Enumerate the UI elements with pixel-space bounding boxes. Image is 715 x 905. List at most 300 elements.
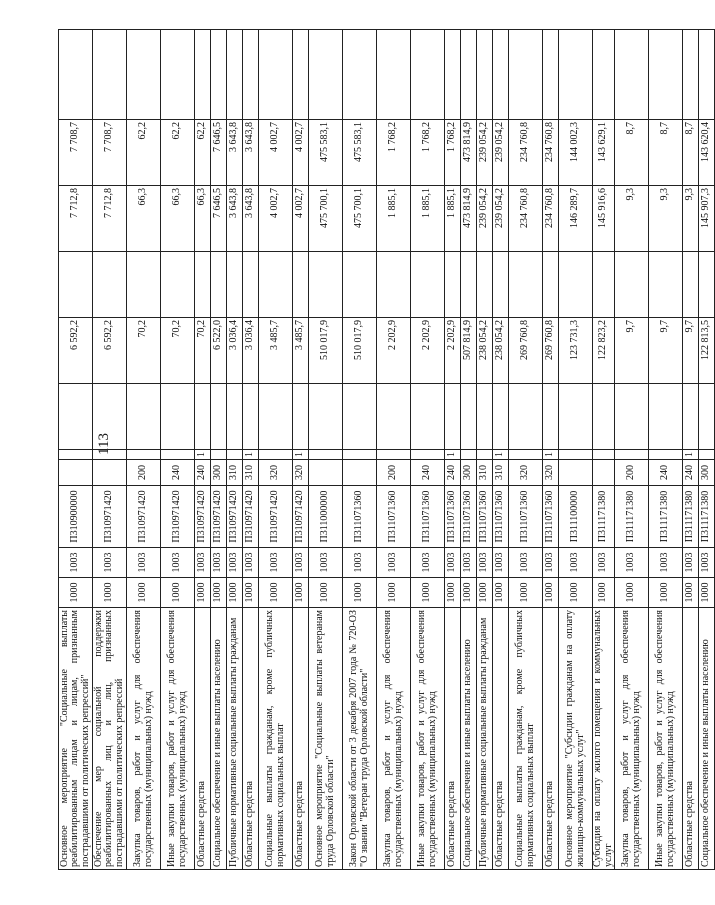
expense-type-code [559,460,593,486]
expense-type-code: 300 [461,460,477,486]
amount-col-1 [615,384,649,450]
funding-marker: 1 [243,450,259,460]
amount-year-2: 239 054,2 [493,186,509,252]
subsection-code: 1003 [615,548,649,578]
section-code: 1000 [59,578,93,608]
amount-year-3: 7 708,7 [93,120,127,186]
amount-year-2: 4 002,7 [293,186,309,252]
expense-type-code: 240 [683,460,699,486]
target-code: П310971420 [243,486,259,548]
section-code: 1000 [493,578,509,608]
expense-type-code [93,460,127,486]
subsection-code: 1003 [699,548,715,578]
amount-col-3 [293,252,309,318]
row-name: Основное мероприятие "Субсидии гражданам на оплату жилищно-коммунальных услуг" [559,608,593,870]
amount-year-2: 239 054,2 [477,186,493,252]
amount-year-1: 70,2 [161,318,195,384]
target-code: П311100000 [559,486,593,548]
target-code: П311071360 [509,486,543,548]
amount-year-3: 62,2 [195,120,211,186]
amount-year-3: 3 643,8 [227,120,243,186]
amount-year-3: 7 646,5 [211,120,227,186]
target-code: П310971420 [195,486,211,548]
amount-col-3 [615,252,649,318]
amount-col-1 [211,384,227,450]
table-row [509,30,543,870]
table-row [699,30,715,870]
table-row [211,30,227,870]
table-row [445,30,461,870]
amount-year-3: 239 054,2 [477,120,493,186]
amount-year-3: 475 583,1 [343,120,377,186]
amount-col-3 [211,252,227,318]
amount-year-2: 7 712,8 [93,186,127,252]
amount-col-1 [593,384,615,450]
section-code: 1000 [343,578,377,608]
amount-year-1: 70,2 [195,318,211,384]
amount-year-1: 9,7 [683,318,699,384]
amount-year-1: 2 202,9 [411,318,445,384]
expense-type-code: 300 [211,460,227,486]
target-code: П311171380 [683,486,699,548]
amount-year-2: 9,3 [615,186,649,252]
section-code: 1000 [683,578,699,608]
target-code: П311071360 [411,486,445,548]
empty-cell [683,30,699,120]
expense-type-code [59,460,93,486]
subsection-code: 1003 [377,548,411,578]
amount-year-1: 122 823,2 [593,318,615,384]
amount-col-1 [343,384,377,450]
section-code: 1000 [649,578,683,608]
empty-cell [411,30,445,120]
row-name: Основное мероприятие "Социальные выплаты ветеранам труда Орловской области" [309,608,343,870]
subsection-code: 1003 [227,548,243,578]
subsection-code: 1003 [293,548,309,578]
expense-type-code: 320 [259,460,293,486]
amount-col-1 [699,384,715,450]
section-code: 1000 [161,578,195,608]
amount-col-3 [509,252,543,318]
funding-marker [593,450,615,460]
subsection-code: 1003 [493,548,509,578]
amount-year-2: 3 643,8 [243,186,259,252]
target-code: П311071360 [377,486,411,548]
subsection-code: 1003 [259,548,293,578]
row-name: Социальное обеспечение и иные выплаты населению [699,608,715,870]
amount-year-3: 8,7 [615,120,649,186]
amount-col-3 [309,252,343,318]
amount-year-3: 234 760,8 [509,120,543,186]
table-row [559,30,593,870]
subsection-code: 1003 [461,548,477,578]
empty-cell [243,30,259,120]
empty-cell [195,30,211,120]
amount-year-3: 239 054,2 [493,120,509,186]
target-code: П311171380 [649,486,683,548]
section-code: 1000 [699,578,715,608]
empty-cell [309,30,343,120]
amount-year-2: 4 002,7 [259,186,293,252]
target-code: П311000000 [309,486,343,548]
expense-type-code: 310 [227,460,243,486]
target-code: П311171380 [615,486,649,548]
section-code: 1000 [259,578,293,608]
section-code: 1000 [477,578,493,608]
subsection-code: 1003 [445,548,461,578]
amount-year-3: 1 768,2 [411,120,445,186]
table-row [195,30,211,870]
table-row [161,30,195,870]
target-code: П311171380 [699,486,715,548]
section-code: 1000 [195,578,211,608]
table-row [649,30,683,870]
expense-type-code: 310 [493,460,509,486]
empty-cell [559,30,593,120]
amount-col-3 [461,252,477,318]
amount-year-3: 8,7 [683,120,699,186]
amount-year-1: 70,2 [127,318,161,384]
amount-col-1 [477,384,493,450]
funding-marker [309,450,343,460]
expense-type-code [309,460,343,486]
subsection-code: 1003 [127,548,161,578]
table-row [93,30,127,870]
expense-type-code: 310 [243,460,259,486]
funding-marker [411,450,445,460]
empty-cell [593,30,615,120]
amount-year-2: 9,3 [649,186,683,252]
funding-marker: 1 [543,450,559,460]
amount-col-3 [477,252,493,318]
row-name: Областные средства [493,608,509,870]
amount-col-1 [683,384,699,450]
funding-marker [127,450,161,460]
target-code: П311071360 [343,486,377,548]
amount-col-3 [445,252,461,318]
empty-cell [649,30,683,120]
amount-year-1: 510 017,9 [343,318,377,384]
section-code: 1000 [93,578,127,608]
amount-year-2: 145 907,3 [699,186,715,252]
amount-col-3 [127,252,161,318]
empty-cell [699,30,715,120]
amount-col-1 [161,384,195,450]
amount-col-3 [559,252,593,318]
subsection-code: 1003 [559,548,593,578]
expense-type-code: 200 [615,460,649,486]
empty-cell [293,30,309,120]
amount-col-3 [649,252,683,318]
funding-marker [649,450,683,460]
amount-year-2: 9,3 [683,186,699,252]
amount-year-3: 473 814,9 [461,120,477,186]
amount-year-1: 6 592,2 [93,318,127,384]
expense-type-code: 320 [509,460,543,486]
section-code: 1000 [243,578,259,608]
section-code: 1000 [615,578,649,608]
target-code: П310971420 [93,486,127,548]
row-name: Закупка товаров, работ и услуг для обеспечения государственных (муниципальных) нужд [377,608,411,870]
empty-cell [59,30,93,120]
section-code: 1000 [309,578,343,608]
amount-year-2: 7 646,5 [211,186,227,252]
row-name: Иные закупки товаров, работ и услуг для обеспечения государственных (муниципальных) нужд [411,608,445,870]
row-name: Областные средства [543,608,559,870]
amount-col-3 [195,252,211,318]
amount-col-1 [195,384,211,450]
amount-col-1 [243,384,259,450]
amount-col-3 [259,252,293,318]
funding-marker: 1 [293,450,309,460]
subsection-code: 1003 [649,548,683,578]
empty-cell [461,30,477,120]
section-code: 1000 [543,578,559,608]
row-name: Закупка товаров, работ и услуг для обеспечения государственных (муниципальных) нужд [615,608,649,870]
amount-col-3 [683,252,699,318]
target-code: П310971420 [259,486,293,548]
amount-year-3: 62,2 [127,120,161,186]
row-name: Публичные нормативные социальные выплаты гражданам [227,608,243,870]
funding-marker [559,450,593,460]
funding-marker [461,450,477,460]
amount-col-3 [59,252,93,318]
row-name: Социальное обеспечение и иные выплаты населению [461,608,477,870]
amount-year-2: 3 643,8 [227,186,243,252]
amount-col-1 [493,384,509,450]
amount-year-1: 9,7 [615,318,649,384]
amount-col-3 [227,252,243,318]
amount-year-1: 269 760,8 [543,318,559,384]
row-name: Иные закупки товаров, работ и услуг для обеспечения государственных (муниципальных) нужд [161,608,195,870]
target-code: П311071360 [493,486,509,548]
amount-col-1 [377,384,411,450]
amount-col-1 [309,384,343,450]
target-code: П310971420 [211,486,227,548]
table-row [293,30,309,870]
row-name: Областные средства [445,608,461,870]
funding-marker [377,450,411,460]
empty-cell [377,30,411,120]
amount-year-3: 62,2 [161,120,195,186]
amount-year-2: 234 760,8 [543,186,559,252]
budget-table [58,29,715,870]
amount-col-1 [543,384,559,450]
target-code: П310971420 [227,486,243,548]
expense-type-code: 200 [377,460,411,486]
amount-col-3 [161,252,195,318]
subsection-code: 1003 [411,548,445,578]
target-code: П310971420 [161,486,195,548]
amount-year-2: 475 700,1 [309,186,343,252]
funding-marker [343,450,377,460]
amount-year-1: 3 036,4 [227,318,243,384]
amount-col-1 [93,384,127,450]
table-body [59,30,715,870]
section-code: 1000 [559,578,593,608]
amount-year-3: 1 768,2 [445,120,461,186]
amount-col-1 [227,384,243,450]
table-row [593,30,615,870]
row-name: Основное мероприятие "Социальные выплаты реабилитированным лицам и лицам, признанным пострадавшими от политических репрессий" [59,608,93,870]
amount-year-2: 146 289,7 [559,186,593,252]
amount-col-1 [509,384,543,450]
target-code: П311071360 [461,486,477,548]
empty-cell [161,30,195,120]
amount-col-1 [649,384,683,450]
table-row [683,30,699,870]
amount-year-1: 238 054,2 [493,318,509,384]
expense-type-code: 300 [699,460,715,486]
target-code: П311071360 [445,486,461,548]
expense-type-code: 320 [293,460,309,486]
subsection-code: 1003 [509,548,543,578]
expense-type-code: 240 [195,460,211,486]
row-name: Закупка товаров, работ и услуг для обеспечения государственных (муниципальных) нужд [127,608,161,870]
expense-type-code [343,460,377,486]
section-code: 1000 [127,578,161,608]
section-code: 1000 [411,578,445,608]
row-name: Областные средства [293,608,309,870]
empty-cell [615,30,649,120]
row-name: Областные средства [243,608,259,870]
amount-year-1: 3 036,4 [243,318,259,384]
table-row [543,30,559,870]
row-name: Иные закупки товаров, работ и услуг для обеспечения государственных (муниципальных) нужд [649,608,683,870]
empty-cell [445,30,461,120]
table-row [615,30,649,870]
amount-col-1 [461,384,477,450]
empty-cell [227,30,243,120]
funding-marker: 1 [445,450,461,460]
amount-year-1: 3 485,7 [259,318,293,384]
subsection-code: 1003 [593,548,615,578]
amount-col-1 [293,384,309,450]
subsection-code: 1003 [93,548,127,578]
amount-year-2: 475 700,1 [343,186,377,252]
table-row [477,30,493,870]
subsection-code: 1003 [309,548,343,578]
amount-year-1: 122 813,5 [699,318,715,384]
empty-cell [127,30,161,120]
row-name: Социальные выплаты гражданам, кроме публичных нормативных социальных выплат [259,608,293,870]
amount-col-1 [127,384,161,450]
amount-col-1 [445,384,461,450]
amount-col-1 [411,384,445,450]
amount-year-1: 123 731,3 [559,318,593,384]
table-row [59,30,93,870]
subsection-code: 1003 [211,548,227,578]
row-name: Областные средства [195,608,211,870]
subsection-code: 1003 [343,548,377,578]
amount-col-3 [593,252,615,318]
table-row [227,30,243,870]
amount-year-2: 145 916,6 [593,186,615,252]
row-name: Закон Орловской области от 3 декабря 2007 года № 720-ОЗ "О звании "Ветеран труда Орловской области" [343,608,377,870]
target-code: П311171380 [593,486,615,548]
row-name: Субсидия на оплату жилого помещения и коммунальных услуг [593,608,615,870]
table-row [377,30,411,870]
budget-table-sheet [58,30,712,870]
amount-year-3: 8,7 [649,120,683,186]
table-row [259,30,293,870]
amount-col-3 [543,252,559,318]
amount-col-3 [411,252,445,318]
amount-col-3 [493,252,509,318]
amount-year-1: 9,7 [649,318,683,384]
section-code: 1000 [227,578,243,608]
amount-year-3: 4 002,7 [293,120,309,186]
amount-year-2: 7 712,8 [59,186,93,252]
amount-year-2: 66,3 [161,186,195,252]
expense-type-code: 200 [127,460,161,486]
section-code: 1000 [293,578,309,608]
funding-marker [211,450,227,460]
amount-year-2: 1 885,1 [377,186,411,252]
table-row [493,30,509,870]
subsection-code: 1003 [543,548,559,578]
amount-year-2: 473 814,9 [461,186,477,252]
page-number: 113 [96,433,112,455]
amount-col-3 [243,252,259,318]
funding-marker: 1 [195,450,211,460]
amount-col-3 [93,252,127,318]
funding-marker [161,450,195,460]
amount-col-3 [343,252,377,318]
table-row [411,30,445,870]
amount-year-3: 234 760,8 [543,120,559,186]
amount-year-2: 66,3 [127,186,161,252]
expense-type-code [593,460,615,486]
expense-type-code: 240 [649,460,683,486]
expense-type-code: 240 [161,460,195,486]
amount-year-1: 510 017,9 [309,318,343,384]
amount-year-1: 6 592,2 [59,318,93,384]
subsection-code: 1003 [243,548,259,578]
empty-cell [343,30,377,120]
empty-cell [543,30,559,120]
funding-marker [509,450,543,460]
funding-marker: 1 [683,450,699,460]
funding-marker [477,450,493,460]
expense-type-code: 240 [411,460,445,486]
table-row [461,30,477,870]
subsection-code: 1003 [161,548,195,578]
section-code: 1000 [461,578,477,608]
amount-year-3: 143 629,1 [593,120,615,186]
amount-year-1: 2 202,9 [377,318,411,384]
amount-year-3: 1 768,2 [377,120,411,186]
amount-col-1 [59,384,93,450]
amount-col-3 [699,252,715,318]
table-row [243,30,259,870]
target-code: П310971420 [293,486,309,548]
funding-marker: 1 [493,450,509,460]
section-code: 1000 [377,578,411,608]
row-name: Социальные выплаты гражданам, кроме публичных нормативных социальных выплат [509,608,543,870]
row-name: Обеспечение мер социальной поддержки реабилитированных лиц и лиц, признанных пострадавшими от политических репрессий [93,608,127,870]
section-code: 1000 [593,578,615,608]
amount-year-2: 66,3 [195,186,211,252]
amount-year-1: 2 202,9 [445,318,461,384]
funding-marker [699,450,715,460]
amount-col-3 [377,252,411,318]
amount-year-2: 234 760,8 [509,186,543,252]
empty-cell [93,30,127,120]
funding-marker [227,450,243,460]
section-code: 1000 [211,578,227,608]
amount-year-3: 143 620,4 [699,120,715,186]
